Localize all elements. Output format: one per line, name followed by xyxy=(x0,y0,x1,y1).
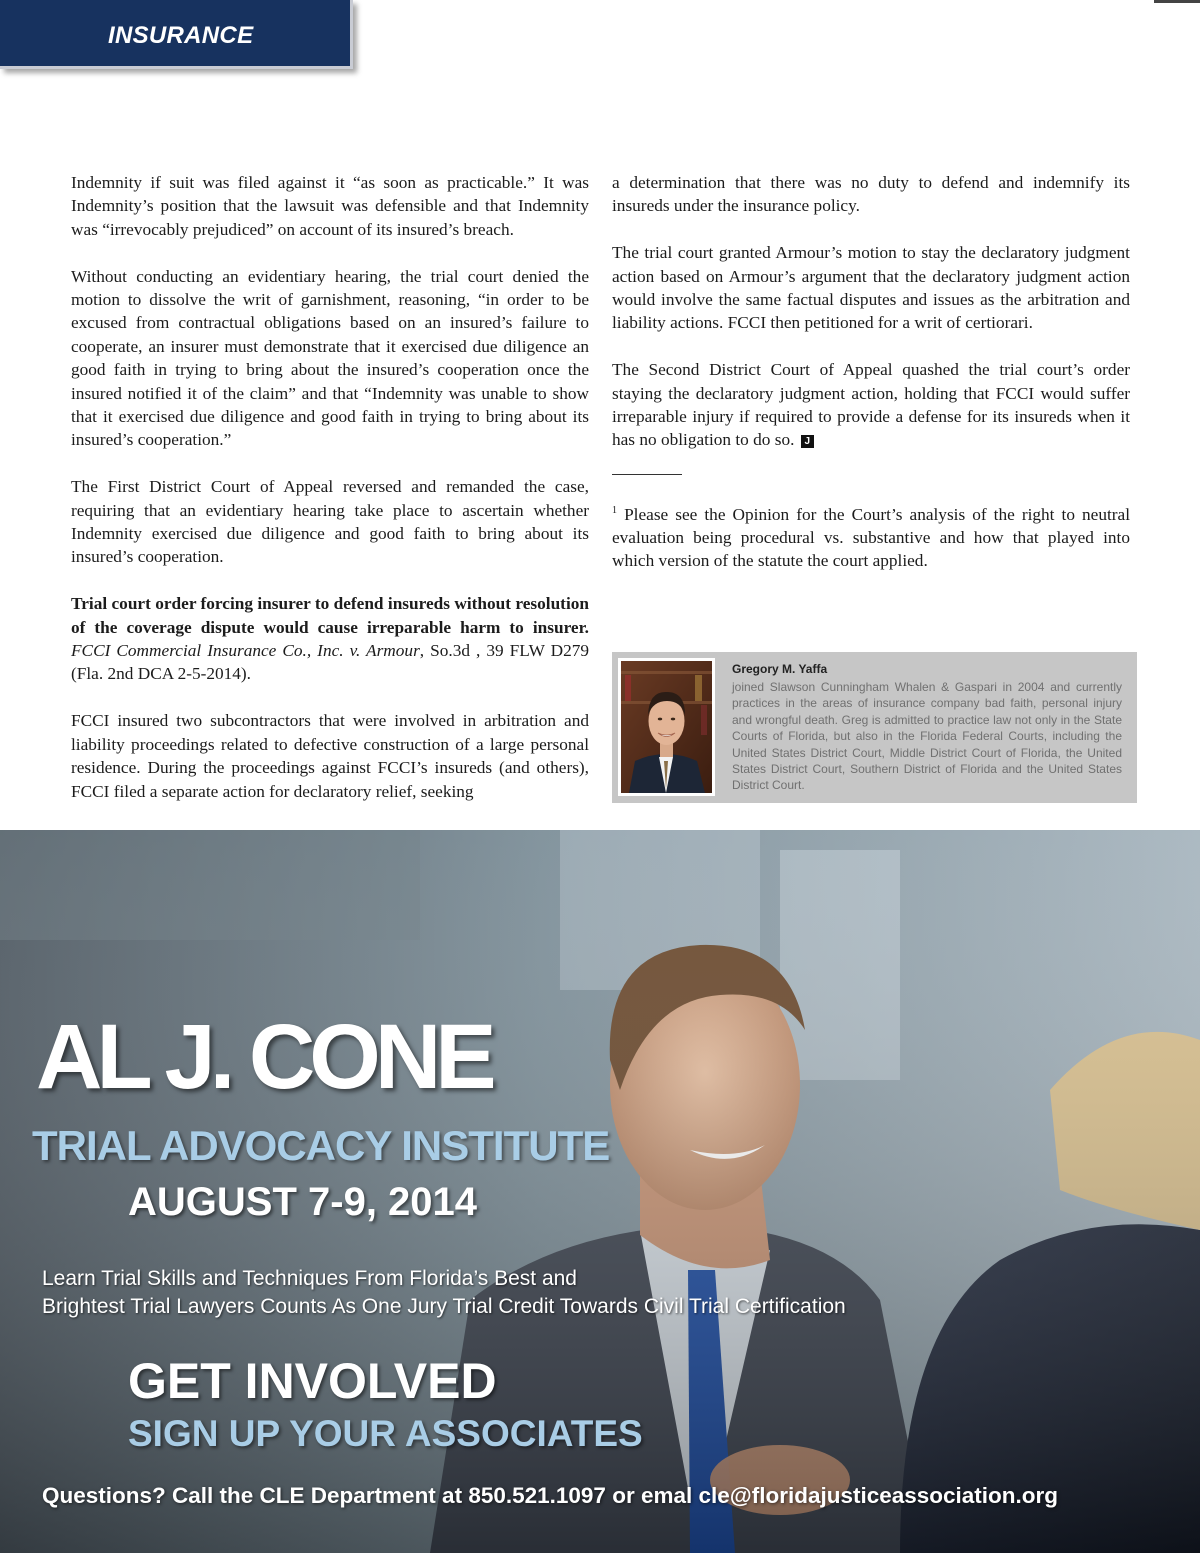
footnote-text: Please see the Opinion for the Court’s analysis of the right to neutral evaluation being procedural vs. substantive and how that played into which version of the statute the court applied. xyxy=(612,504,1130,571)
trial-advocacy-advertisement xyxy=(0,830,1200,1553)
footnote xyxy=(612,499,1130,573)
ad-title: AL J. CONE xyxy=(36,1006,491,1108)
author-portrait-image xyxy=(621,661,712,793)
case-summary xyxy=(71,592,589,686)
paragraph: a determination that there was no duty to defend and indemnify its insureds under the insurance policy. xyxy=(612,173,1130,216)
ad-description xyxy=(42,1265,1042,1321)
ad-subtitle: TRIAL ADVOCACY INSTITUTE xyxy=(32,1122,610,1169)
case-name: FCCI Commercial Insurance Co., Inc. v. Armour xyxy=(71,641,420,661)
paragraph: Without conducting an evidentiary hearing, the trial court denied the motion to dissolve the writ of garnishment, reasoning, “in order to be excused from contractual obligations based on an insured’s failure to cooperate, an insurer must demonstrate that it exercised due diligence an good faith in trying to bring about the insured’s cooperation once the insured notified it of the claim” and that “Indemnity was unable to show that it exercised due diligence and good faith in trying to bring about its insured’s cooperation.” xyxy=(71,266,589,450)
author-bio-box xyxy=(612,652,1137,803)
section-tab xyxy=(0,0,353,69)
paragraph xyxy=(612,358,1130,452)
left-column xyxy=(71,171,589,803)
end-of-article-icon: J xyxy=(801,435,814,448)
author-photo xyxy=(618,658,715,796)
author-name: Gregory M. Yaffa xyxy=(732,662,828,676)
ad-contact-info: Questions? Call the CLE Department at 850.521.1097 or emal cle@floridajusticeassociation.org xyxy=(42,1483,1059,1508)
ad-call-to-action-sub: SIGN UP YOUR ASSOCIATES xyxy=(128,1413,643,1454)
ad-description-line: Brightest Trial Lawyers Counts As One Jury Trial Credit Towards Civil Trial Certification xyxy=(42,1295,846,1318)
case-citation: , So.3d , 39 FLW D279 (Fla. 2nd DCA 2-5-2014). xyxy=(71,641,589,684)
ad-date: AUGUST 7-9, 2014 xyxy=(128,1180,478,1224)
paragraph: The First District Court of Appeal reversed and remanded the case, requiring that an evidentiary hearing take place to ascertain whether Indemnity exercised due diligence and good faith to bring about its insured’s cooperation. xyxy=(71,477,589,567)
paragraph: The trial court granted Armour’s motion to stay the declaratory judgment action based on Armour’s argument that the declaratory judgment action would involve the same factual disputes and issues as the arbitration and liability actions. FCCI then petitioned for a writ of certiorari. xyxy=(612,243,1130,333)
case-heading: Trial court order forcing insurer to defend insureds without resolution of the coverage dispute would cause irreparable harm to insurer. xyxy=(71,594,589,637)
paragraph: FCCI insured two subcontractors that were involved in arbitration and liability proceedings related to defective construction of a large personal residence. During the proceedings against FCCI’s insureds (and others), FCCI filed a separate action for declaratory relief, seeking xyxy=(71,711,589,801)
ad-call-to-action: GET INVOLVED xyxy=(128,1353,497,1409)
ad-description-line: Learn Trial Skills and Techniques From Florida’s Best and xyxy=(42,1267,577,1290)
section-label: INSURANCE xyxy=(108,22,254,49)
paragraph: Indemnity if suit was filed against it “as soon as practicable.” It was Indemnity’s position that the lawsuit was defensible and that Indemnity was “irrevocably prejudiced” on account of its insured’s breach. xyxy=(71,173,589,239)
paragraph-text: The Second District Court of Appeal quashed the trial court’s order staying the declaratory judgment action, holding that FCCI would suffer irreparable injury if required to provide a defense for its insureds when it has no obligation to do so. xyxy=(612,360,1130,450)
corner-mark xyxy=(1154,0,1200,3)
author-description: joined Slawson Cunningham Whalen & Gaspari in 2004 and currently practices in the areas of insurance company bad faith, personal injury and wrongful death. Greg is admitted to practice law not only in the State Courts of Florida, but also in the Florida Federal Courts, including the United States District Court, Middle District Court of Florida, the United States District Court, Southern District of Florida and the United States District Court. xyxy=(732,680,1122,793)
right-column xyxy=(612,171,1130,573)
footnote-marker: 1 xyxy=(612,504,617,516)
footnote-divider xyxy=(612,474,682,475)
